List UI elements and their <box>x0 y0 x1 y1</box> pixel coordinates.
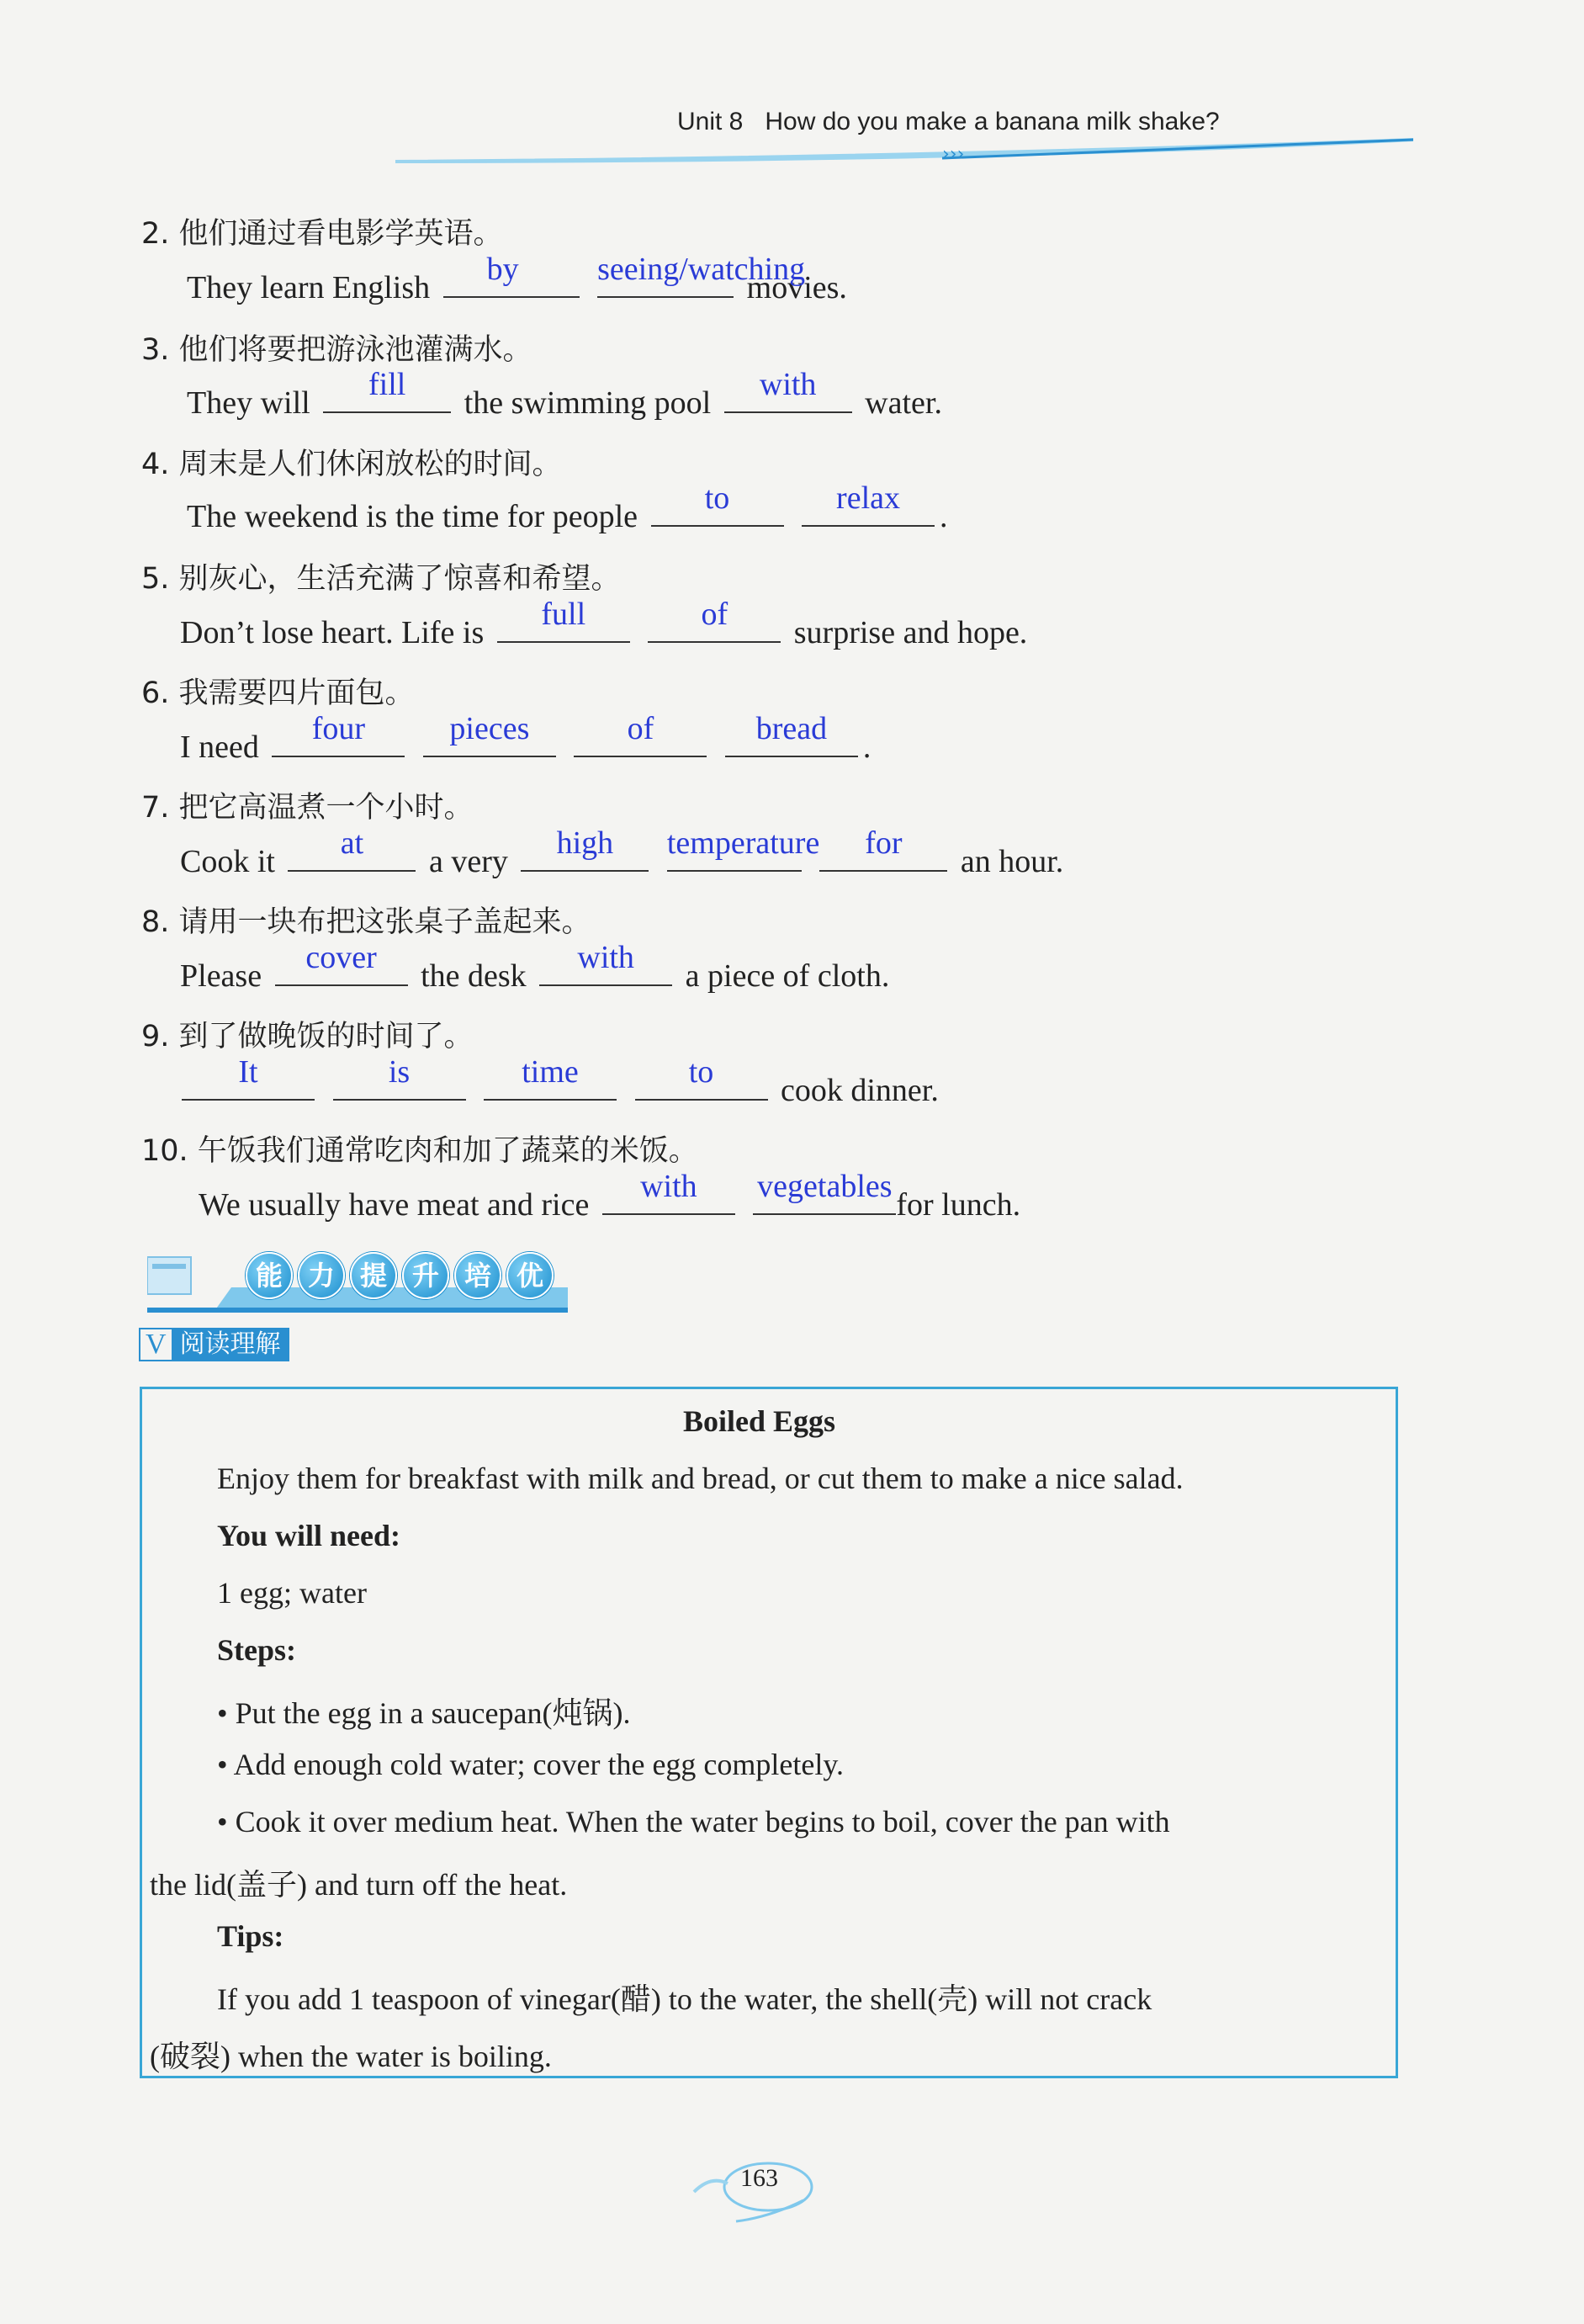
exercise-6-english <box>180 711 871 766</box>
step-2: • Add enough cold water; cover the egg completely. <box>217 1748 845 1781</box>
exercise-5-english <box>180 597 1028 651</box>
step-1: • Put the egg in a saucepan(炖锅). <box>217 1696 631 1730</box>
exercise-suffix: water. <box>865 385 942 421</box>
passage-intro: Enjoy them for breakfast with milk and bread, or cut them to make a nice salad. <box>217 1462 1184 1495</box>
answer-blank[interactable] <box>574 711 707 757</box>
answer-text: to <box>704 480 730 516</box>
answer-blank[interactable] <box>724 367 852 413</box>
exercise-prefix: They will <box>187 385 310 421</box>
unit-header <box>677 108 1220 136</box>
answer-text: pieces <box>449 711 530 746</box>
answer-blank[interactable] <box>651 480 784 527</box>
exercise-suffix: movies. <box>746 270 847 305</box>
exercise-suffix: for lunch. <box>896 1187 1021 1223</box>
answer-text: with <box>577 940 634 975</box>
exercise-3-english <box>187 367 942 422</box>
exercise-suffix: a piece of cloth. <box>685 958 890 994</box>
page-number: 163 <box>740 2164 778 2192</box>
answer-text: four <box>311 711 366 746</box>
need-label: You will need: <box>217 1519 401 1552</box>
exercise-7-english <box>180 825 1064 880</box>
unit-number: Unit 8 <box>677 108 744 135</box>
exercise-3-chinese: 3. 他们将要把游泳池灌满水。 <box>141 333 532 367</box>
exercise-9-chinese: 9. 到了做晚饭的时间了。 <box>141 1020 474 1053</box>
exercise-10-chinese: 10. 午饭我们通常吃肉和加了蔬菜的米饭。 <box>141 1134 698 1168</box>
answer-text: of <box>627 711 654 746</box>
answer-blank[interactable] <box>275 940 408 986</box>
exercise-prefix: Cook it <box>180 844 275 879</box>
exercise-8-english <box>180 940 890 995</box>
tips-line-2: (破裂) when the water is boiling. <box>150 2040 552 2073</box>
exercise-suffix: . <box>862 730 871 765</box>
exercise-2-english <box>187 252 847 306</box>
steps-label: Steps: <box>217 1633 297 1667</box>
banner-char: 升 <box>402 1252 449 1299</box>
exercise-10-english <box>199 1169 1021 1223</box>
answer-blank[interactable] <box>423 711 556 757</box>
exercise-middle: the swimming pool <box>464 385 712 421</box>
tips-line-1: If you add 1 teaspoon of vinegar(醋) to the water, the shell(壳) will not crack <box>217 1982 1152 2016</box>
tips-label: Tips: <box>217 1919 284 1953</box>
banner-char: 培 <box>454 1252 501 1299</box>
answer-text: bread <box>755 711 828 746</box>
banner-char: 力 <box>298 1252 345 1299</box>
exercise-2-chinese: 2. 他们通过看电影学英语。 <box>141 217 503 251</box>
answer-text: temperature <box>666 825 820 861</box>
banner-char: 优 <box>506 1252 554 1299</box>
section-label: 阅读理解 <box>172 1328 289 1361</box>
answer-blank[interactable] <box>272 711 405 757</box>
exercise-middle: the desk <box>421 958 527 994</box>
exercise-prefix: We usually have meat and rice <box>199 1187 590 1223</box>
answer-text: cover <box>305 940 377 975</box>
passage-title: Boiled Eggs <box>683 1404 836 1438</box>
answer-text: is <box>388 1054 411 1090</box>
answer-blank[interactable] <box>484 1054 617 1101</box>
answer-blank[interactable] <box>648 597 781 643</box>
banner-char: 提 <box>350 1252 397 1299</box>
answer-text: relax <box>836 480 900 516</box>
answer-blank[interactable] <box>666 825 820 872</box>
answer-text: full <box>541 597 586 632</box>
answer-blank[interactable] <box>725 711 858 757</box>
exercise-9-english <box>177 1054 939 1109</box>
answer-blank[interactable] <box>539 940 672 986</box>
answer-text: at <box>340 825 364 861</box>
answer-blank[interactable] <box>819 825 947 872</box>
answer-text: time <box>522 1054 579 1090</box>
exercise-prefix: Please <box>180 958 262 994</box>
answer-text: high <box>556 825 614 861</box>
answer-blank[interactable] <box>443 252 580 298</box>
answer-text: It <box>238 1054 258 1090</box>
answer-blank[interactable] <box>635 1054 768 1101</box>
exercise-5-chinese: 5. 别灰心，生活充满了惊喜和希望。 <box>141 562 621 596</box>
answer-text: fill <box>368 367 406 402</box>
header-rule <box>395 135 1413 165</box>
exercise-prefix: The weekend is the time for people <box>187 499 638 534</box>
answer-text: vegetables <box>757 1169 893 1204</box>
exercise-prefix: I need <box>180 730 259 765</box>
banner-char: 能 <box>246 1252 293 1299</box>
exercise-suffix: surprise and hope. <box>793 615 1028 650</box>
step-3-line-1: • Cook it over medium heat. When the water begins to boil, cover the pan with <box>217 1805 1170 1839</box>
exercise-suffix: . <box>940 499 948 534</box>
svg-text:›››: ››› <box>942 144 965 165</box>
answer-blank[interactable] <box>802 480 935 527</box>
answer-text: with <box>640 1169 697 1204</box>
answer-blank[interactable] <box>521 825 649 872</box>
answer-blank[interactable] <box>333 1054 466 1101</box>
reading-section-tag <box>139 1328 289 1361</box>
exercise-7-chinese: 7. 把它高温煮一个小时。 <box>141 791 474 825</box>
unit-title: How do you make a banana milk shake? <box>765 108 1220 135</box>
exercise-prefix: Don’t lose heart. Life is <box>180 615 485 650</box>
exercise-middle: a very <box>428 844 508 879</box>
exercise-4-chinese: 4. 周末是人们休闲放松的时间。 <box>141 448 562 481</box>
exercise-prefix: They learn English <box>187 270 431 305</box>
answer-text: for <box>865 825 903 861</box>
answer-blank[interactable] <box>602 1169 735 1215</box>
answer-text: by <box>486 252 519 287</box>
exercise-8-chinese: 8. 请用一块布把这张桌子盖起来。 <box>141 905 591 939</box>
answer-text: seeing/watching <box>597 252 806 287</box>
answer-blank[interactable] <box>753 1169 896 1215</box>
exercise-4-english <box>187 480 948 535</box>
answer-blank[interactable] <box>597 252 806 298</box>
exercise-6-chinese: 6. 我需要四片面包。 <box>141 677 415 710</box>
answer-blank[interactable] <box>288 825 416 872</box>
answer-blank[interactable] <box>182 1054 315 1101</box>
step-3-line-2: the lid(盖子) and turn off the heat. <box>150 1868 568 1902</box>
need-items: 1 egg; water <box>217 1576 367 1610</box>
answer-text: with <box>759 367 817 402</box>
exercise-suffix: an hour. <box>960 844 1064 879</box>
answer-text: of <box>701 597 728 632</box>
answer-blank[interactable] <box>323 367 451 413</box>
exercise-suffix: cook dinner. <box>781 1073 939 1108</box>
section-number: V <box>139 1328 172 1361</box>
answer-text: to <box>688 1054 714 1090</box>
answer-blank[interactable] <box>497 597 630 643</box>
